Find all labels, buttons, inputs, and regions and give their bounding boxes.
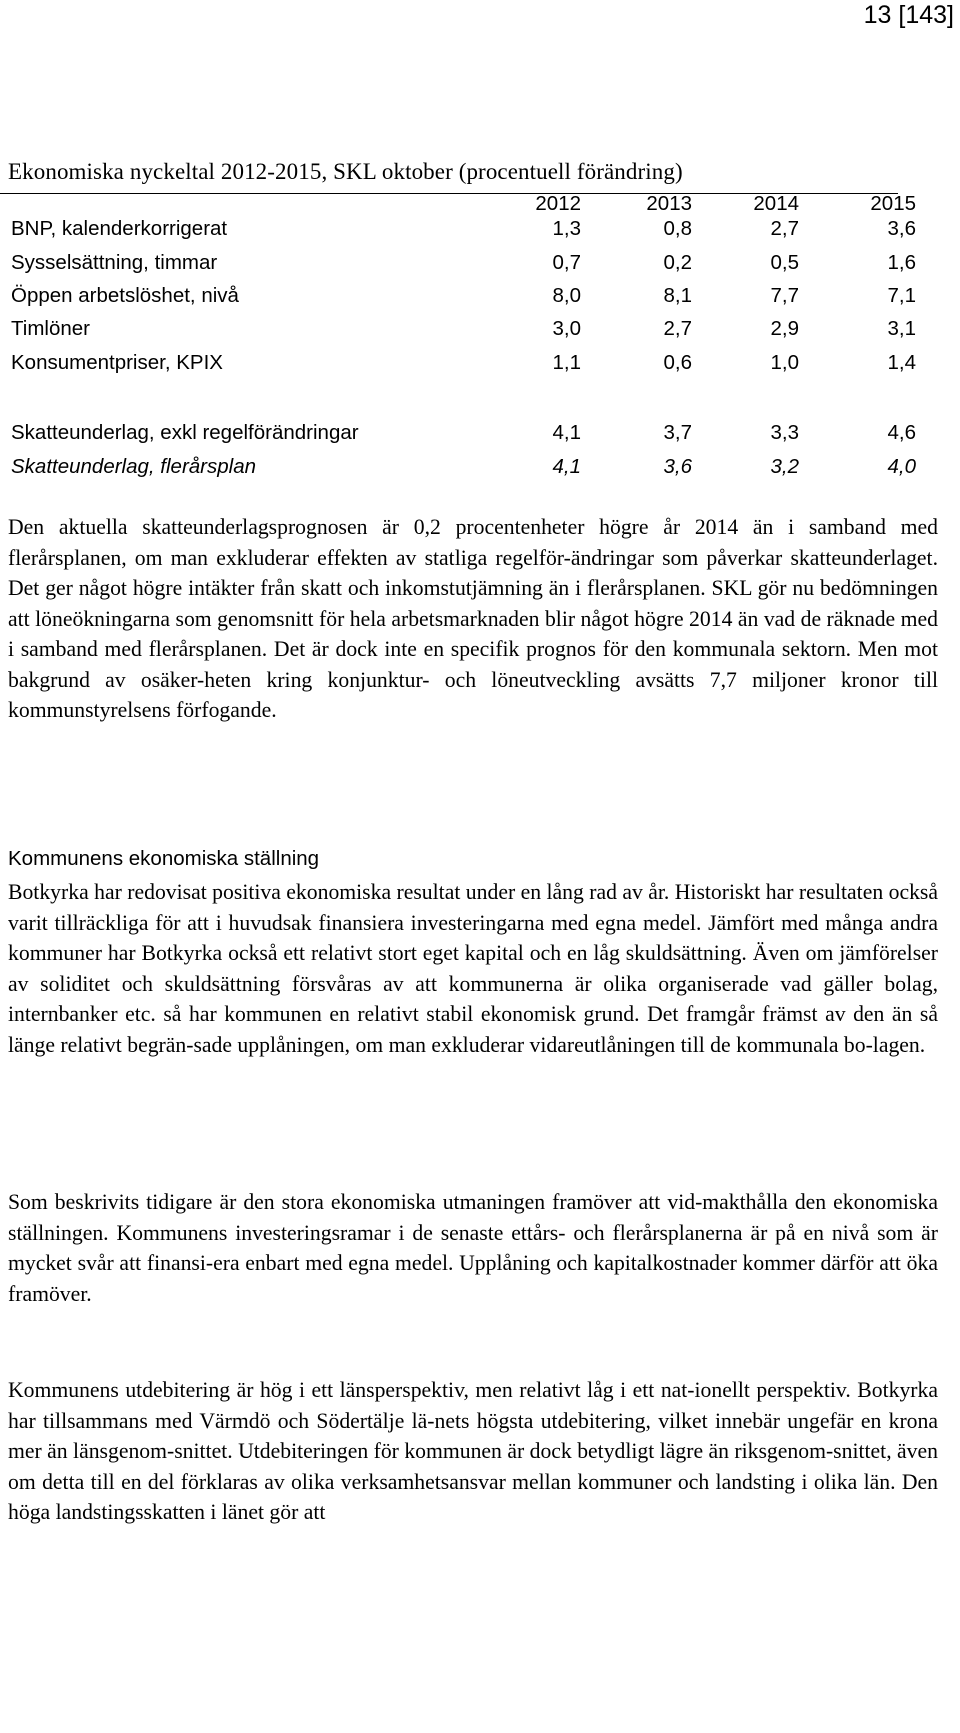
table-cell: 3,7 [663, 421, 692, 444]
table-cell: 0,8 [663, 217, 692, 240]
table-row [11, 452, 916, 482]
paragraph-1-block [8, 512, 938, 726]
table-cell: 3,2 [770, 455, 799, 478]
table-cell: 4,1 [552, 421, 581, 444]
table-cell: 4,6 [887, 421, 916, 444]
table-cell: 7,7 [770, 284, 799, 307]
paragraph-4-block [8, 1375, 938, 1528]
table-cell: 1,3 [552, 217, 581, 240]
paragraph-2-block [8, 877, 938, 1060]
table-cell: 3,6 [663, 455, 692, 478]
table-cell: 0,2 [663, 251, 692, 274]
paragraph-ekonomisk-stallning: Botkyrka har redovisat positiva ekonomiska resultat under en lång rad av år. Historiskt har resultaten också varit tillräckliga för att i huvudsak finansiera investeringarna med egna medel. Jämfört med många andra kommuner har Botkyrka också ett relativt stort eget kapital och en låg skuldsättning. Även om jämförelser av soliditet och skuldsättning försvåras av att kommunerna är olika organiserade vad gäller bolag, internbanker etc. så har kommunen en relativt stabil ekonomisk grund. Det framgår främst av den än så länge relativt begrän-sade upplåningen, om man exkluderar vidareutlåningen till de kommunala bo-lagen. [8, 880, 938, 1057]
table-row [11, 214, 916, 244]
table-cell: 2,9 [770, 317, 799, 340]
table-cell: 1,0 [770, 351, 799, 374]
paragraph-utdebitering: Kommunens utdebitering är hög i ett länsperspektiv, men relativt låg i ett nat-ionellt perspektiv. Botkyrka har tillsammans med Värmdö och Södertälje lä-nets högsta utdebitering, vilket innebär ungefär en krona mer än länsgenom-snittet. Utdebiteringen för kommunen är dock betydligt lägre än riksgenom-snittet, även om detta till en del förklaras av olika verksamhetsansvar mellan kommuner och landsting i olika län. Den höga landstingsskatten i länet gör att [8, 1378, 938, 1524]
year-header: 2015 [870, 192, 916, 215]
table-cell: 1,4 [887, 351, 916, 374]
table-cell: 3,6 [887, 217, 916, 240]
row-label: Konsumentpriser, KPIX [11, 351, 223, 374]
year-header: 2013 [646, 192, 692, 215]
table-cell: 2,7 [663, 317, 692, 340]
table-title: Ekonomiska nyckeltal 2012-2015, SKL oktober (procentuell förändring) [8, 159, 683, 184]
paragraph-skatteunderlag: Den aktuella skatteunderlagsprognosen är 0,2 procentenheter högre år 2014 än i samband med flerårsplanen, om man exkluderar effekten av statliga regelför-ändringar som påverkar skatteunderlaget. Det ger något högre intäkter från skatt och inkomstutjämning än i flerårsplanen. SKL gör nu bedömningen att löneökningarna som genomsnitt för hela arbetsmarknaden blir något högre 2014 än vad de räknade med i samband med flerårsplanen. Det är dock inte en specifik prognos för den kommunala sektorn. Men mot bakgrund av osäker-heten kring konjunktur- och löneutveckling avsätts 7,7 miljoner kronor till kommunstyrelsens förfogande. [8, 515, 938, 722]
year-header: 2014 [753, 192, 799, 215]
table-cell: 0,7 [552, 251, 581, 274]
table-row [11, 418, 916, 448]
table-cell: 1,6 [887, 251, 916, 274]
table-cell: 3,1 [887, 317, 916, 340]
table-cell: 0,6 [663, 351, 692, 374]
table-cell: 1,1 [552, 351, 581, 374]
row-label: Öppen arbetslöshet, nivå [11, 284, 239, 307]
table-cell: 8,1 [663, 284, 692, 307]
table-cell: 7,1 [887, 284, 916, 307]
table-row [11, 248, 916, 278]
row-label: Skatteunderlag, exkl regelförändringar [11, 421, 359, 444]
row-label: BNP, kalenderkorrigerat [11, 217, 228, 240]
year-header: 2012 [535, 192, 581, 215]
table-cell: 8,0 [552, 284, 581, 307]
paragraph-utmaning: Som beskrivits tidigare är den stora ekonomiska utmaningen framöver att vid-makthålla den ekonomiska ställningen. Kommunens investeringsramar i de senaste ettårs- och flerårsplanerna är på en nivå som är mycket svår att finansi-era enbart med egna medel. Upplåning och kapitalkostnader kommer därför att öka framöver. [8, 1190, 938, 1306]
table-cell: 3,0 [552, 317, 581, 340]
table-cell: 4,0 [887, 455, 916, 478]
page-number: 13 [143] [863, 1, 954, 29]
row-label: Timlöner [11, 317, 90, 340]
table-row [11, 348, 916, 378]
paragraph-3-block [8, 1187, 938, 1309]
table-cell: 3,3 [770, 421, 799, 444]
table-row [11, 314, 916, 344]
table-row [11, 281, 916, 311]
row-label: Skatteunderlag, flerårsplan [11, 455, 257, 478]
table-cell: 2,7 [770, 217, 799, 240]
table-cell: 0,5 [770, 251, 799, 274]
table-cell: 4,1 [552, 455, 581, 478]
row-label: Sysselsättning, timmar [11, 251, 218, 274]
section-heading: Kommunens ekonomiska ställning [8, 847, 320, 870]
